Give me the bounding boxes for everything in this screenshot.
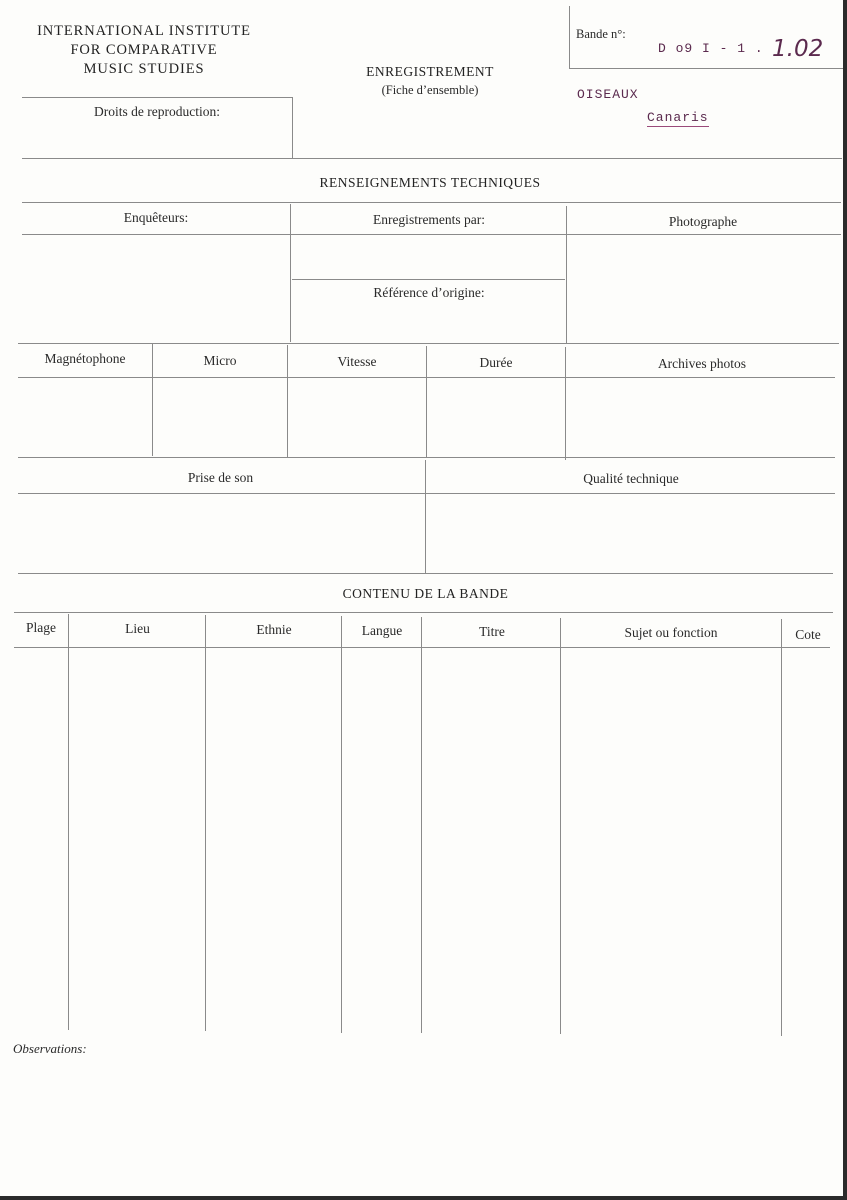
- observations-label: Observations:: [13, 1041, 87, 1056]
- rule-technical-top: [22, 202, 841, 203]
- vitesse-label: Vitesse: [337, 354, 377, 369]
- form-title: ENREGISTREMENT: [366, 64, 494, 79]
- col-sujet-ou-fonction: Sujet ou fonction: [624, 625, 718, 640]
- tape-number-typed: D o9 I - 1 .: [658, 41, 764, 56]
- tech-divider-1: [290, 204, 291, 342]
- institute-line-2: FOR COMPARATIVE: [70, 42, 218, 58]
- subject-typed: OISEAUX: [577, 87, 639, 102]
- rule-technical-headers: [22, 234, 841, 235]
- prise-de-son-label: Prise de son: [187, 470, 254, 485]
- contents-divider-6: [781, 619, 782, 1036]
- rule-contents-headers: [14, 647, 830, 648]
- qualite-technique-label: Qualité technique: [583, 471, 679, 486]
- tape-number-label: Bande n°:: [576, 27, 626, 41]
- rights-label: Droits de reproduction:: [94, 104, 220, 119]
- rule-sound-headers: [18, 493, 835, 494]
- contents-divider-3: [341, 616, 342, 1033]
- rule-rights-top: [22, 97, 293, 98]
- col-plage: Plage: [26, 620, 56, 635]
- institute-line-3: MUSIC STUDIES: [83, 61, 205, 77]
- micro-label: Micro: [203, 353, 237, 368]
- contents-divider-5: [560, 618, 561, 1034]
- technical-heading: RENSEIGNEMENTS TECHNIQUES: [319, 175, 541, 190]
- rule-contents-top: [14, 612, 833, 613]
- equip-divider-1: [152, 344, 153, 456]
- equip-divider-4: [565, 347, 566, 460]
- contents-divider-2: [205, 615, 206, 1031]
- species-typed: Canaris: [647, 110, 709, 125]
- institute-line-1: INTERNATIONAL INSTITUTE: [37, 23, 251, 39]
- enregistrements-par-label: Enregistrements par:: [372, 212, 486, 227]
- magnetophone-label: Magnétophone: [44, 351, 126, 366]
- photographe-label: Photographe: [668, 214, 738, 229]
- tech-divider-2: [566, 206, 567, 344]
- contents-heading: CONTENU DE LA BANDE: [342, 586, 509, 601]
- duree-label: Durée: [479, 355, 513, 370]
- col-cote: Cote: [795, 627, 821, 642]
- col-lieu: Lieu: [125, 621, 150, 636]
- equip-divider-3: [426, 346, 427, 458]
- rights-box-right-border: [292, 97, 293, 159]
- equip-divider-2: [287, 345, 288, 457]
- contents-divider-4: [421, 617, 422, 1033]
- col-langue: Langue: [361, 623, 403, 638]
- institute-name: [18, 22, 270, 79]
- rule-sound-bottom: [18, 573, 833, 574]
- tape-box-left-border: [569, 6, 570, 68]
- rule-header-bottom: [22, 158, 842, 159]
- form-subtitle: (Fiche d’ensemble): [381, 83, 479, 97]
- contents-divider-1: [68, 614, 69, 1030]
- sound-divider: [425, 460, 426, 574]
- reference-origine-label: Référence d’origine:: [373, 285, 485, 300]
- rule-reference-top: [292, 279, 565, 280]
- archives-photos-label: Archives photos: [657, 356, 747, 371]
- col-ethnie: Ethnie: [256, 622, 292, 637]
- tape-number-handwritten: 1.02: [772, 36, 824, 62]
- tape-box-bottom-border: [569, 68, 843, 69]
- col-titre: Titre: [479, 624, 505, 639]
- rule-equipment-top: [18, 343, 839, 344]
- rule-sound-top: [18, 457, 835, 458]
- enqueteurs-label: Enquêteurs:: [123, 210, 189, 225]
